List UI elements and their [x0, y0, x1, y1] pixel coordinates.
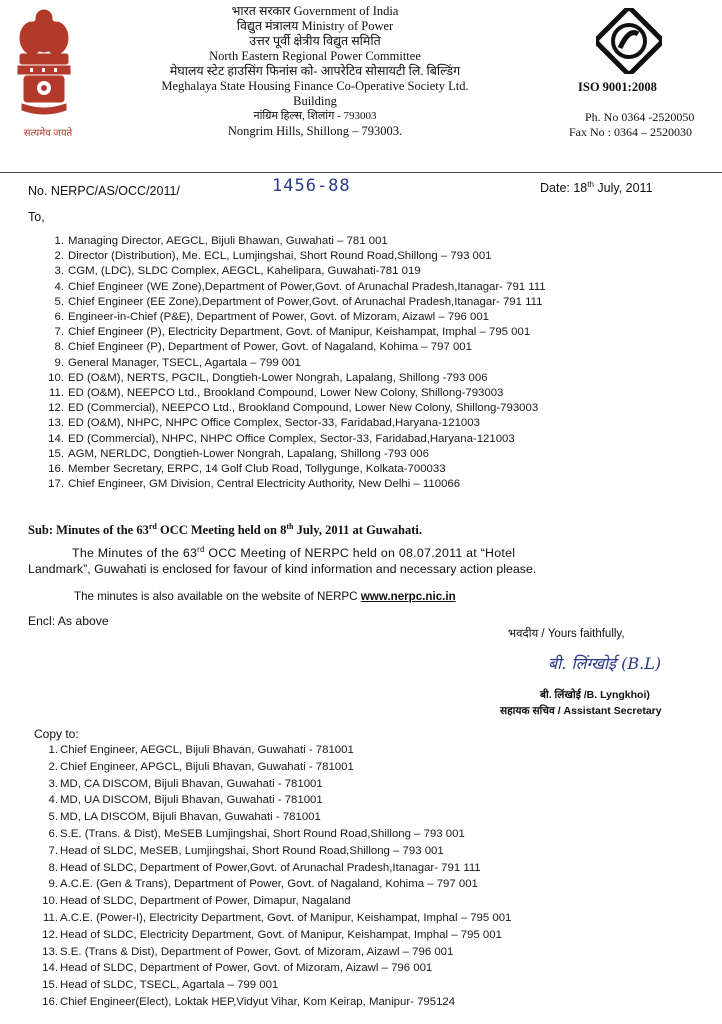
- recipient-item: [40, 264, 546, 279]
- list-item-number: 12.: [48, 402, 64, 415]
- list-item-text: S.E. (Trans & Dist), Department of Power, Govt. of Mizoram, Aizawl – 796 001: [60, 945, 454, 958]
- iso-mark-icon: [596, 8, 662, 74]
- list-item-text: A.C.E. (Gen & Trans), Department of Power, Govt. of Nagaland, Kohima – 797 001: [60, 878, 478, 891]
- list-item-number: 12.: [42, 928, 58, 941]
- subject-part: July, 2011 at Guwahati.: [293, 523, 422, 538]
- list-item-text: Chief Engineer(Elect), Loktak HEP,Vidyut Vihar, Kom Keirap, Manipur- 795124: [60, 995, 456, 1008]
- list-item-number: 10.: [42, 895, 58, 908]
- subject-sup: th: [286, 522, 294, 531]
- list-item-text: ED (O&M), NERTS, PGCIL, Dongtieh-Lower Nongrah, Lapalang, Shillong -793 006: [68, 371, 488, 384]
- list-item-text: Head of SLDC, MeSEB, Lumjingshai, Short Round Road,Shillong – 793 001: [60, 844, 444, 857]
- address-line: Nongrim Hills, Shillong – 793003.: [227, 124, 403, 138]
- copy-to-item: [30, 809, 511, 826]
- list-item-number: 4.: [54, 280, 64, 293]
- list-item-number: 10.: [48, 371, 64, 384]
- society-line: Meghalaya State Housing Finance Co-Operative Society Ltd.: [161, 79, 469, 93]
- list-item-text: Head of SLDC, Electricity Department, Govt. of Manipur, Keishampat, Imphal – 795 001: [60, 928, 502, 941]
- list-item-text: Director (Distribution), Me. ECL, Lumjingshai, Short Round Road,Shillong – 793 001: [68, 250, 492, 263]
- subject-part: OCC Meeting held on 8: [156, 523, 287, 538]
- recipient-item: [40, 447, 546, 462]
- lion-capital-icon: [12, 8, 76, 120]
- subject-line: [28, 522, 422, 538]
- list-item-text: Chief Engineer (EE Zone),Department of Power,Govt. of Arunachal Pradesh,Itanagar- 791 111: [68, 295, 543, 308]
- list-item-text: Head of SLDC, Department of Power, Govt. of Mizoram, Aizawl – 796 001: [60, 962, 433, 975]
- hindi-society-line: मेघालय स्टेट हाउसिंग फिनांस को- आपरेटिव सोसायटी लि. बिल्डिंग: [169, 64, 461, 78]
- recipient-item: [40, 477, 546, 492]
- list-item-number: 9.: [48, 878, 58, 891]
- list-item-text: ED (Commercial), NHPC, NHPC Office Complex, Sector-33, Faridabad,Haryana-121003: [68, 432, 515, 445]
- list-item-text: Chief Engineer (P), Department of Power, Govt. of Nagaland, Kohima – 797 001: [68, 341, 472, 354]
- body-sup: rd: [197, 545, 205, 554]
- recipient-item: [40, 401, 546, 416]
- recipient-item: [40, 310, 546, 325]
- national-emblem: [12, 8, 76, 139]
- body-paragraph-line2: Landmark”, Guwahati is enclosed for favour of kind information and necessary action please.: [28, 562, 537, 576]
- recipient-item: [40, 340, 546, 355]
- reference-text: No. NERPC/AS/OCC/2011/: [28, 184, 180, 198]
- copy-to-item: [30, 860, 511, 877]
- list-item-number: 16.: [42, 995, 58, 1008]
- list-item-number: 15.: [48, 447, 64, 460]
- copy-to-list: [30, 742, 511, 1011]
- enclosure-note: Encl: As above: [28, 614, 109, 628]
- hindi-committee-line: उत्तर पूर्वी क्षेत्रीय विद्युत समिति: [249, 34, 381, 48]
- recipient-item: [40, 325, 546, 340]
- recipient-list: [40, 234, 546, 492]
- list-item-number: 13.: [42, 945, 58, 958]
- list-item-number: 3.: [54, 265, 64, 278]
- signatory-name: बी. लिंखोई /B. Lyngkhoi): [540, 689, 650, 701]
- subject-part: Sub: Minutes of the 63: [28, 523, 149, 538]
- body-text: OCC Meeting of NERPC held on 08.07.2011 at “Hotel: [204, 546, 516, 561]
- list-item-text: Head of SLDC, TSECL, Agartala – 799 001: [60, 979, 279, 992]
- list-item-text: ED (O&M), NHPC, NHPC Office Complex, Sector-33, Faridabad,Haryana-121003: [68, 417, 480, 430]
- list-item-number: 14.: [42, 962, 58, 975]
- date-suffix: th: [587, 180, 594, 189]
- recipient-item: [40, 356, 546, 371]
- list-item-text: MD, CA DISCOM, Bijuli Bhavan, Guwahati - 781001: [60, 777, 323, 790]
- website-link[interactable]: www.nerpc.nic.in: [360, 590, 456, 603]
- copy-to-item: [30, 910, 511, 927]
- list-item-text: Chief Engineer, GM Division, Central Electricity Authority, New Delhi – 110066: [68, 478, 461, 491]
- recipient-item: [40, 432, 546, 447]
- copy-to-item: [30, 893, 511, 910]
- copy-to-item: [30, 960, 511, 977]
- copy-to-item: [30, 792, 511, 809]
- copy-to-item: [30, 759, 511, 776]
- list-item-text: S.E. (Trans. & Dist), MeSEB Lumjingshai, Short Round Road,Shillong – 793 001: [60, 827, 465, 840]
- list-item-number: 6.: [54, 311, 64, 324]
- ministry-line: विद्युत मंत्रालय Ministry of Power: [236, 19, 394, 33]
- list-item-number: 11.: [43, 911, 58, 924]
- list-item-number: 1.: [48, 744, 58, 756]
- committee-line: North Eastern Regional Power Committee: [209, 49, 421, 63]
- fax-number: Fax No : 0364 – 2520030: [569, 125, 692, 139]
- list-item-number: 15.: [42, 979, 58, 992]
- list-item-number: 13.: [48, 417, 64, 430]
- list-item-text: AGM, NERLDC, Dongtieh-Lower Nongrah, Lapalang, Shillong -793 006: [68, 447, 429, 460]
- list-item-number: 1.: [54, 235, 64, 247]
- handwritten-dispatch-number: 1456-88: [272, 176, 351, 196]
- letter-date: [540, 180, 653, 195]
- copy-to-item: [30, 994, 511, 1011]
- list-item-text: Chief Engineer (WE Zone),Department of Power,Govt. of Arunachal Pradesh,Itanagar- 791 111: [68, 280, 546, 293]
- list-item-text: Chief Engineer, APGCL, Bijuli Bhavan, Guwahati - 781001: [60, 760, 354, 773]
- iso-certification: ISO 9001:2008: [578, 80, 657, 94]
- hindi-address-line: नांग्रिम हिल्स, शिलांग - 793003: [253, 110, 377, 122]
- website-note: [74, 590, 456, 603]
- subject-sup: rd: [148, 522, 157, 531]
- recipient-item: [40, 249, 546, 264]
- list-item-text: Member Secretary, ERPC, 14 Golf Club Road, Tollygunge, Kolkata-700033: [68, 463, 446, 476]
- copy-to-item: [30, 876, 511, 893]
- handwritten-signature: बी. लिंग्खोई (B.L): [548, 654, 662, 673]
- iso-logo: [596, 8, 662, 79]
- reference-number: [28, 184, 180, 198]
- recipient-item: [40, 234, 546, 249]
- list-item-number: 16.: [48, 463, 64, 476]
- closing-salutation: भवदीय / Yours faithfully,: [508, 628, 625, 640]
- gov-line: भारत सरकार Government of India: [231, 4, 399, 18]
- list-item-text: CGM, (LDC), SLDC Complex, AEGCL, Kahelipara, Guwahati-781 019: [68, 265, 421, 278]
- copy-to-item: [30, 977, 511, 994]
- list-item-text: Engineer-in-Chief (P&E), Department of Power, Govt. of Mizoram, Aizawl – 796 001: [68, 311, 490, 324]
- to-label: To,: [28, 210, 45, 224]
- recipient-item: [40, 371, 546, 386]
- date-label: Date: 18: [540, 181, 588, 196]
- body-text: The Minutes of the 63: [72, 546, 198, 561]
- list-item-number: 2.: [54, 250, 64, 263]
- list-item-text: General Manager, TSECL, Agartala – 799 001: [68, 356, 301, 369]
- date-rest: July, 2011: [593, 181, 653, 196]
- header-divider: [0, 172, 722, 173]
- copy-to-item: [30, 742, 511, 759]
- list-item-text: Chief Engineer (P), Electricity Department, Govt. of Manipur, Keishampat, Imphal – 795 001: [68, 326, 531, 339]
- copy-to-item: [30, 944, 511, 961]
- list-item-number: 7.: [48, 844, 58, 857]
- list-item-number: 8.: [54, 341, 64, 354]
- list-item-text: MD, LA DISCOM, Bijuli Bhavan, Guwahati - 781001: [60, 811, 321, 824]
- list-item-text: Managing Director, AEGCL, Bijuli Bhawan, Guwahati – 781 001: [68, 235, 388, 247]
- copy-to-item: [30, 826, 511, 843]
- body-paragraph-line1: [72, 545, 515, 560]
- list-item-number: 2.: [48, 760, 58, 773]
- copy-to-label: Copy to:: [34, 727, 79, 741]
- list-item-number: 9.: [54, 356, 64, 369]
- list-item-number: 4.: [48, 794, 58, 807]
- list-item-text: ED (O&M), NEEPCO Ltd., Brookland Compound, Lower New Colony, Shillong-793003: [68, 387, 504, 400]
- letterhead: [150, 4, 480, 139]
- list-item-number: 8.: [48, 861, 58, 874]
- building-line: Building: [293, 94, 337, 108]
- list-item-number: 17.: [48, 478, 64, 491]
- copy-to-item: [30, 843, 511, 860]
- copy-to-item: [30, 776, 511, 793]
- list-item-text: Head of SLDC, Department of Power, Dimapur, Nagaland: [60, 895, 351, 908]
- list-item-text: Chief Engineer, AEGCL, Bijuli Bhavan, Guwahati - 781001: [60, 744, 354, 756]
- emblem-motto: सत्यमेव जयते: [23, 128, 73, 139]
- phone-number: Ph. No 0364 -2520050: [585, 110, 695, 124]
- list-item-text: A.C.E. (Power-I), Electricity Department, Govt. of Manipur, Keishampat, Imphal – 795 001: [60, 911, 512, 924]
- signatory-designation: सहायक सचिव / Assistant Secretary: [500, 705, 662, 717]
- list-item-number: 11.: [49, 387, 64, 400]
- list-item-number: 3.: [48, 777, 58, 790]
- website-note-text: The minutes is also available on the website of NERPC: [74, 590, 361, 603]
- list-item-number: 14.: [48, 432, 64, 445]
- recipient-item: [40, 280, 546, 295]
- recipient-item: [40, 386, 546, 401]
- list-item-number: 5.: [54, 295, 64, 308]
- list-item-number: 5.: [48, 811, 58, 824]
- recipient-item: [40, 462, 546, 477]
- list-item-text: Head of SLDC, Department of Power,Govt. of Arunachal Pradesh,Itanagar- 791 111: [60, 861, 481, 874]
- list-item-number: 6.: [48, 827, 58, 840]
- list-item-text: MD, UA DISCOM, Bijuli Bhavan, Guwahati - 781001: [60, 794, 323, 807]
- recipient-item: [40, 295, 546, 310]
- list-item-text: ED (Commercial), NEEPCO Ltd., Brookland Compound, Lower New Colony, Shillong-793003: [68, 402, 539, 415]
- list-item-number: 7.: [54, 326, 64, 339]
- recipient-item: [40, 416, 546, 431]
- copy-to-item: [30, 927, 511, 944]
